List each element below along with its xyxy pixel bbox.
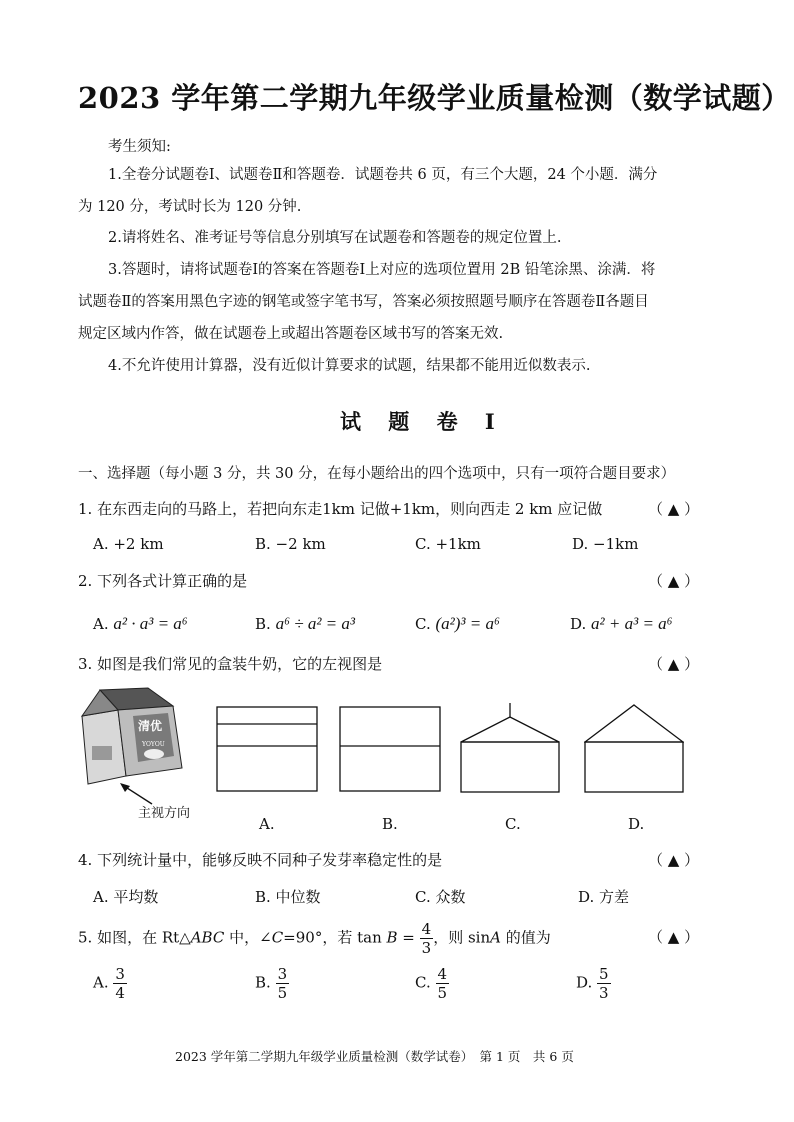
q2-option-a-expr: a² · a³ = a⁶ (113, 614, 188, 633)
notice-line-4: 4.不允许使用计算器，没有近似计算要求的试题，结果都不能用近似数表示. (108, 358, 591, 374)
q2-answer-mark: （ ▲ ） (648, 572, 700, 590)
q2-option-d-expr: a² + a³ = a⁶ (591, 614, 673, 633)
q5-text-eq: = (397, 928, 415, 947)
q5-option-c-fraction (436, 965, 450, 1002)
q5-text (78, 920, 551, 957)
carton-sub-text: YOYOU (142, 741, 165, 748)
q5-answer-mark: （ ▲ ） (648, 928, 700, 946)
q5-option-a (93, 965, 127, 1002)
page-title: 2023 学年第二学期九年级学业质量检测（数学试题） (78, 81, 791, 115)
q2-option-b-expr: a⁶ ÷ a² = a³ (275, 614, 355, 633)
q4-option-d: D. 方差 (578, 888, 630, 906)
q3-answer-mark: （ ▲ ） (648, 655, 700, 673)
q5-option-d-fraction (597, 965, 611, 1002)
q5-option-a-num: 3 (115, 965, 125, 983)
q1-text: 1. 在东西走向的马路上，若把向东走1km 记做+1km，则向西走 2 km 应记做 (78, 500, 603, 518)
q2-option-b (255, 614, 355, 634)
part1-heading: 一、选择题（每小题 3 分，共 30 分，在每小题给出的四个选项中，只有一项符合题目要求） (78, 466, 676, 482)
notice-line-3b: 试题卷Ⅱ的答案用黑色字迹的钢笔或签字笔书写，答案必须按照题号顺序在答题卷Ⅱ各题目 (78, 294, 649, 310)
q3-text: 3. 如图是我们常见的盒装牛奶，它的左视图是 (78, 655, 383, 673)
q5-text-mid: 中，∠ (224, 928, 272, 947)
q5-text-pre: 5. 如图，在 Rt△ (78, 928, 191, 947)
q5-option-d-den: 3 (599, 984, 609, 1002)
q5-text-abc: ABC (190, 928, 225, 947)
notice-line-1a: 1.全卷分试题卷Ⅰ、试题卷Ⅱ和答题卷．试题卷共 6 页，有三个大题，24 个小题．满分 (108, 167, 658, 183)
q5-option-a-fraction (113, 965, 127, 1002)
q5-option-b (255, 965, 289, 1002)
q5-option-c (415, 965, 449, 1002)
q2-option-b-label: B. (255, 615, 271, 633)
q5-option-c-num: 4 (437, 965, 448, 983)
q4-option-a: A. 平均数 (93, 888, 159, 906)
q3-option-b-figure (339, 706, 441, 792)
q5-text-c: C (271, 928, 284, 947)
q5-option-b-fraction (276, 965, 290, 1002)
q4-text: 4. 下列统计量中，能够反映不同种子发芽率稳定性的是 (78, 851, 443, 869)
q1-answer-mark: （ ▲ ） (648, 500, 700, 518)
carton-brand-text: 清优 (138, 719, 163, 733)
q5-option-b-label: B. (255, 973, 271, 992)
carton-caption: 主视方向 (138, 806, 191, 821)
q5-option-c-label: C. (415, 973, 431, 992)
q2-option-c (415, 614, 500, 634)
q4-option-c: C. 众数 (415, 888, 466, 906)
q4-option-b: B. 中位数 (255, 888, 321, 906)
q5-option-a-label: A. (93, 973, 109, 992)
q5-text-end: 的值为 (500, 928, 551, 947)
page-footer: 2023 学年第二学期九年级学业质量检测（数学试卷） 第 1 页 共 6 页 (175, 1049, 574, 1064)
q3-option-d-label: D. (628, 815, 645, 833)
notice-line-3a: 3.答题时，请将试题卷Ⅰ的答案在答题卷Ⅰ上对应的选项位置用 2B 铅笔涂黑、涂满．将 (108, 262, 656, 278)
q5-option-d (576, 965, 611, 1002)
q2-option-c-expr: (a²)³ = a⁶ (435, 614, 500, 633)
notice-line-1b: 为 120 分，考试时长为 120 分钟. (78, 199, 302, 215)
q5-tan-fraction (420, 920, 434, 957)
notice-line-3c: 规定区域内作答，做在试题卷上或超出答题卷区域书写的答案无效. (78, 326, 504, 342)
q3-option-c-figure (460, 702, 560, 794)
q1-option-a: A. +2 km (93, 535, 164, 553)
q5-option-d-num: 5 (599, 965, 609, 983)
q5-tan-den: 3 (421, 939, 432, 957)
q2-text: 2. 下列各式计算正确的是 (78, 572, 248, 590)
q2-option-a (93, 614, 188, 634)
q5-option-d-label: D. (576, 973, 593, 992)
notice-line-2: 2.请将姓名、准考证号等信息分别填写在试题卷和答题卷的规定位置上. (108, 230, 562, 246)
q3-option-a-label: A. (259, 815, 275, 833)
q5-text-mid2: =90°，若 tan (283, 928, 387, 947)
q3-option-b-label: B. (382, 815, 398, 833)
q3-option-d-figure (584, 702, 684, 794)
q1-option-d: D. −1km (572, 535, 639, 553)
q2-option-d-label: D. (570, 615, 587, 633)
q5-option-b-den: 5 (277, 984, 288, 1002)
q3-option-c-label: C. (505, 815, 521, 833)
q1-option-b: B. −2 km (255, 535, 326, 553)
q5-option-b-num: 3 (277, 965, 288, 983)
q2-option-d (570, 614, 673, 634)
q5-text-post: ，则 sin (433, 928, 491, 947)
q5-text-a: A (490, 928, 501, 947)
q2-option-a-label: A. (93, 615, 109, 633)
q2-option-c-label: C. (415, 615, 431, 633)
section-title: 试 题 卷 Ⅰ (340, 409, 505, 434)
q5-text-b: B (386, 928, 398, 947)
q5-option-a-den: 4 (115, 984, 125, 1002)
q3-option-a-figure (216, 706, 318, 792)
q1-option-c: C. +1km (415, 535, 481, 553)
notice-heading: 考生须知: (108, 139, 171, 155)
q5-option-c-den: 5 (437, 984, 448, 1002)
q5-tan-num: 4 (421, 920, 432, 938)
q4-answer-mark: （ ▲ ） (648, 851, 700, 869)
